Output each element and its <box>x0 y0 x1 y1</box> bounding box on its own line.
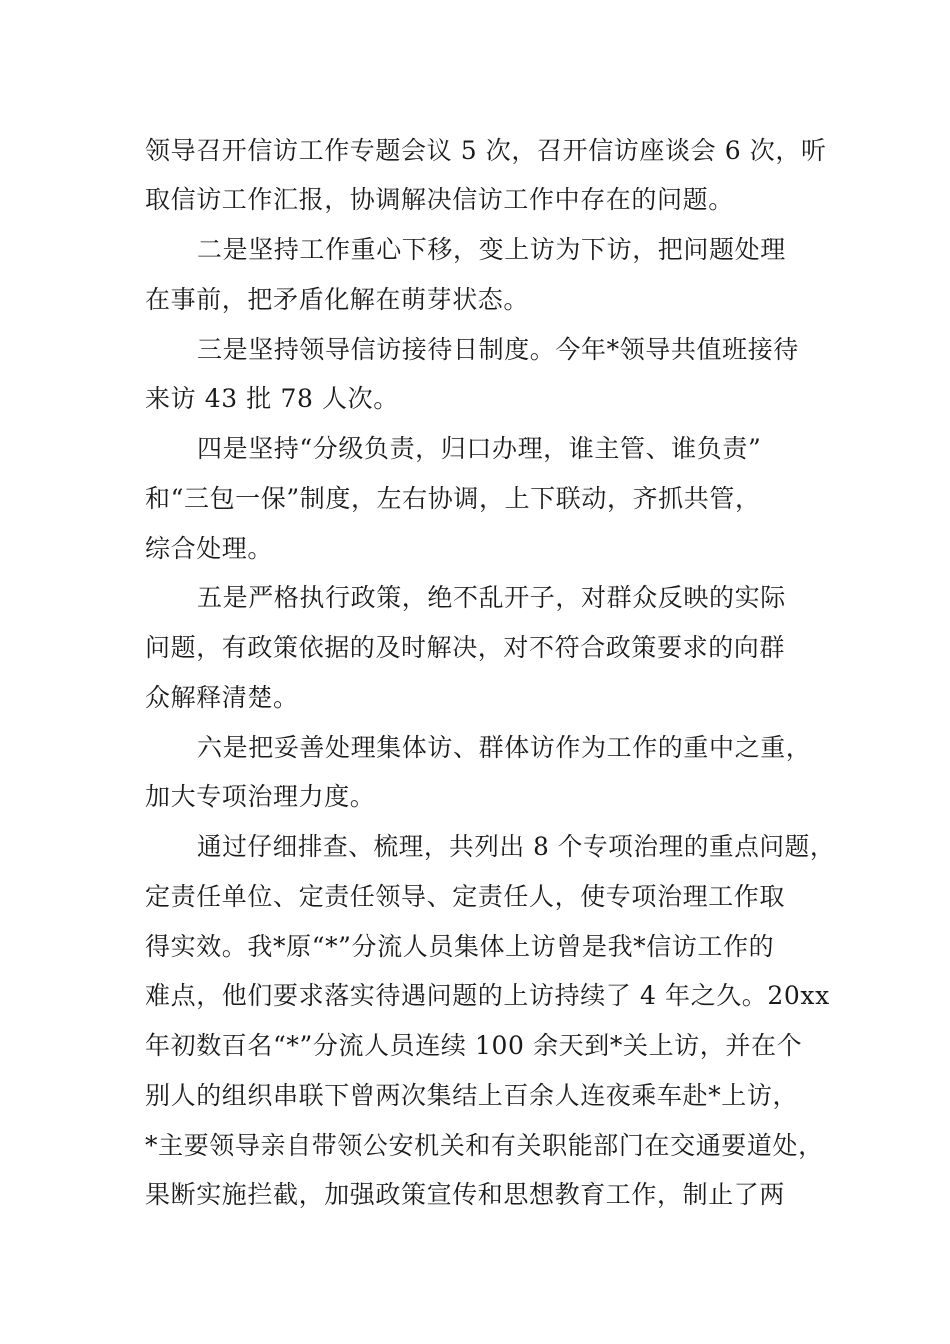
text-line: 加大专项治理力度。 <box>145 782 376 811</box>
text-line: 难点，他们要求落实待遇问题的上访持续了 4 年之久。20xx <box>145 981 830 1010</box>
text-line: 三是坚持领导信访接待日制度。今年*领导共值班接待 <box>197 335 799 364</box>
text-line: 四是坚持“分级负责，归口办理，谁主管、谁负责” <box>197 434 762 463</box>
text-line: 定责任单位、定责任领导、定责任人，使专项治理工作取 <box>145 882 786 911</box>
text-line: 六是把妥善处理集体访、群体访作为工作的重中之重， <box>197 733 812 762</box>
text-line: 领导召开信访工作专题会议 5 次，召开信访座谈会 6 次，听 <box>145 136 827 165</box>
text-line: 通过仔细排查、梳理，共列出 8 个专项治理的重点问题， <box>197 832 836 861</box>
text-line: 问题，有政策依据的及时解决，对不符合政策要求的向群 <box>145 633 786 662</box>
text-line: 得实效。我*原“*”分流人员集体上访曾是我*信访工作的 <box>145 932 775 961</box>
text-line: *主要领导亲自带领公安机关和有关职能部门在交通要道处， <box>145 1131 824 1160</box>
text-line: 取信访工作汇报，协调解决信访工作中存在的问题。 <box>145 185 734 214</box>
text-line: 综合处理。 <box>145 534 274 563</box>
text-line: 众解释清楚。 <box>145 683 299 712</box>
text-line: 在事前，把矛盾化解在萌芽状态。 <box>145 285 530 314</box>
text-line: 别人的组织串联下曾两次集结上百余人连夜乘车赴*上访， <box>145 1081 799 1110</box>
text-line: 二是坚持工作重心下移，变上访为下访，把问题处理 <box>197 235 786 264</box>
text-line: 年初数百名“*”分流人员连续 100 余天到*关上访，并在个 <box>145 1031 803 1060</box>
text-line: 来访 43 批 78 人次。 <box>145 384 399 413</box>
text-line: 果断实施拦截，加强政策宣传和思想教育工作，制止了两 <box>145 1180 786 1209</box>
text-line: 五是严格执行政策，绝不乱开子，对群众反映的实际 <box>197 583 786 612</box>
text-line: 和“三包一保”制度，左右协调，上下联动，齐抓共管， <box>145 484 761 513</box>
